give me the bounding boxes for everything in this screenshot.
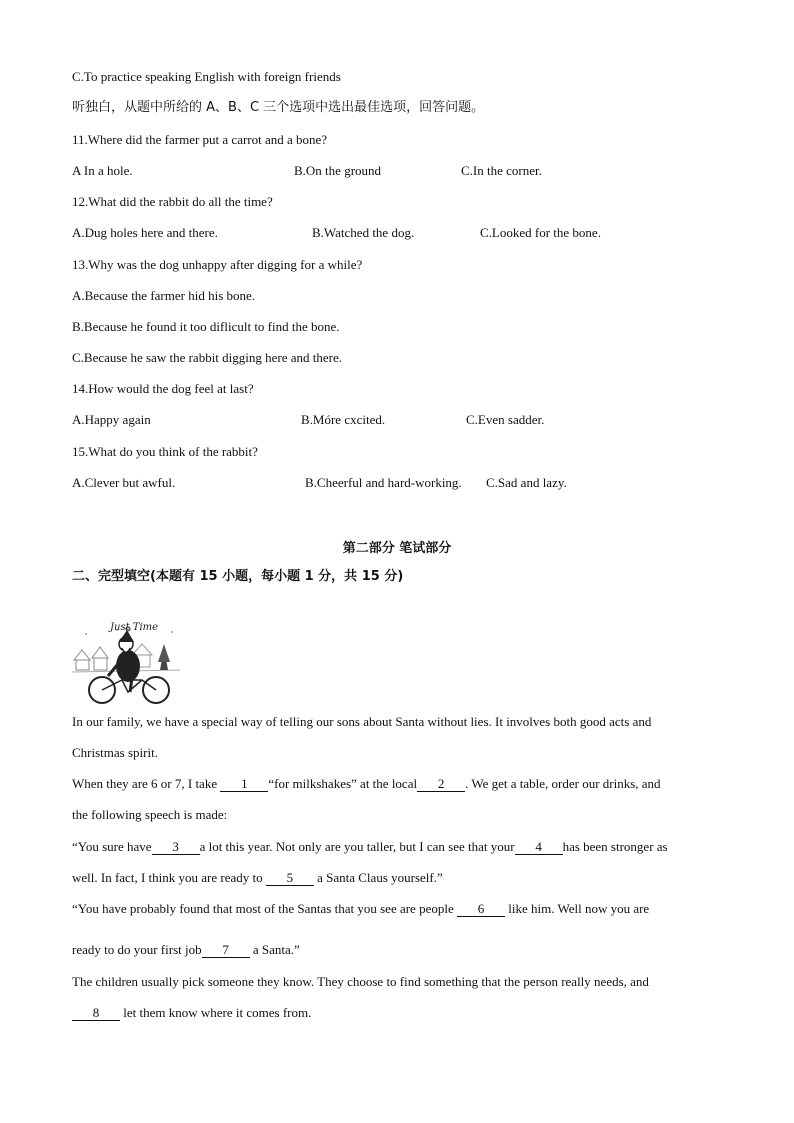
- passage-p1-line2: Christmas spirit.: [72, 745, 158, 760]
- passage-p2-line2: the following speech is made:: [72, 807, 228, 822]
- passage-text: ready to do your first job: [72, 942, 202, 957]
- passage-text: let them know where it comes from.: [120, 1005, 312, 1020]
- question-15: 15.What do you think of the rabbit?: [72, 444, 258, 459]
- question-14: 14.How would the dog feel at last?: [72, 381, 254, 396]
- question-11: 11.Where did the farmer put a carrot and a bone?: [72, 132, 328, 147]
- passage-text: When they are 6 or 7, I take: [72, 776, 221, 791]
- passage-p3-line1: [72, 839, 668, 855]
- passage-text: “You sure have: [72, 839, 152, 854]
- passage-text: “You have probably found that most of the Santas that you see are people: [72, 901, 457, 916]
- passage-text: has been stronger as: [562, 839, 668, 854]
- q13-option-b: B.Because he found it too diflicult to find the bone.: [72, 319, 340, 334]
- illustration-caption: Just Time: [110, 622, 159, 633]
- passage-p4-line2: [72, 942, 300, 958]
- passage-p5-line2: [72, 1005, 311, 1021]
- passage-text: well. In fact, I think you are ready to: [72, 870, 266, 885]
- cloze-blank-2[interactable]: 2: [417, 777, 465, 792]
- santa-cyclist-illustration: [72, 620, 180, 706]
- q14-option-c: C.Even sadder.: [466, 412, 545, 427]
- q14-option-a: A.Happy again: [72, 412, 151, 427]
- cloze-blank-5[interactable]: 5: [266, 871, 314, 886]
- prev-option-c: C.To practice speaking English with foreign friends: [72, 69, 341, 84]
- q15-option-a: A.Clever but awful.: [72, 475, 176, 490]
- cloze-blank-8[interactable]: 8: [72, 1006, 120, 1021]
- passage-p1-line1: In our family, we have a special way of telling our sons about Santa without lies. It involves both good acts and: [72, 714, 652, 729]
- passage-text: a Santa Claus yourself.”: [313, 870, 443, 885]
- q14-option-b: B.Móre cxcited.: [301, 412, 386, 427]
- q15-option-c: C.Sad and lazy.: [486, 475, 567, 490]
- cloze-blank-4[interactable]: 4: [515, 840, 563, 855]
- q11-option-b: B.On the ground: [294, 163, 382, 178]
- q11-option-a: A In a hole.: [72, 163, 133, 178]
- cloze-section-title: 二、完型填空(本题有 15 小题，每小题 1 分，共 15 分): [72, 569, 404, 584]
- cloze-blank-6[interactable]: 6: [457, 902, 505, 917]
- passage-text: like him. Well now you are: [504, 901, 650, 916]
- passage-text: a lot this year. Not only are you taller, but I can see that your: [199, 839, 515, 854]
- question-13: 13.Why was the dog unhappy after digging for a while?: [72, 257, 363, 272]
- cloze-blank-7[interactable]: 7: [202, 943, 250, 958]
- q11-option-c: C.In the corner.: [461, 163, 542, 178]
- passage-p5-line1: The children usually pick someone they know. They choose to find something that the person really needs, and: [72, 974, 649, 989]
- listening-instruction: 听独白，从题中所给的 A、B、C 三个选项中选出最佳选项，回答问题。: [72, 100, 485, 115]
- part-two-heading: 第二部分 笔试部分: [342, 541, 452, 556]
- q13-option-c: C.Because he saw the rabbit digging here and there.: [72, 350, 343, 365]
- cloze-blank-3[interactable]: 3: [152, 840, 200, 855]
- cloze-blank-1[interactable]: 1: [220, 777, 268, 792]
- q13-option-a: A.Because the farmer hid his bone.: [72, 288, 256, 303]
- passage-text: . We get a table, order our drinks, and: [465, 776, 661, 791]
- q12-option-b: B.Watched the dog.: [312, 225, 415, 240]
- passage-p3-line2: [72, 870, 443, 886]
- passage-text: a Santa.”: [249, 942, 300, 957]
- q15-option-b: B.Cheerful and hard-working.: [305, 475, 462, 490]
- q12-option-a: A.Dug holes here and there.: [72, 225, 218, 240]
- passage-p4-line1: [72, 901, 649, 917]
- passage-text: “for milkshakes” at the local: [268, 776, 418, 791]
- q12-option-c: C.Looked for the bone.: [480, 225, 601, 240]
- passage-p2-line1: [72, 776, 661, 792]
- question-12: 12.What did the rabbit do all the time?: [72, 194, 273, 209]
